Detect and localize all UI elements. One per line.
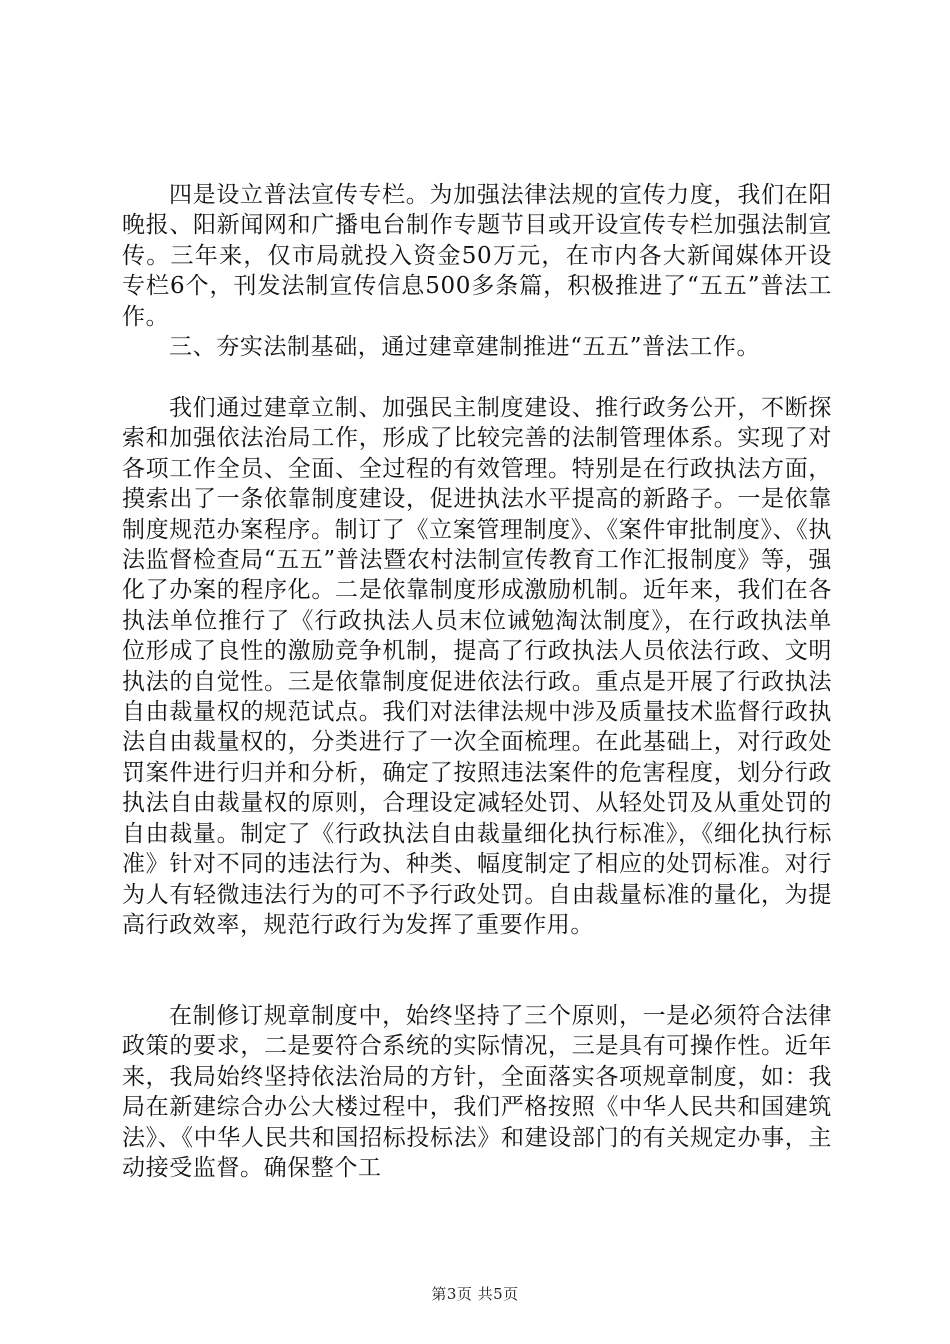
paragraph-three-principles: 在制修订规章制度中，始终坚持了三个原则，一是必须符合法律政策的要求，二是要符合系统的实际情况，三是具有可操作性。近年来，我局始终坚持依法治局的方针，全面落实各项规章制度，如：我局在新建综合办公大楼过程中，我们严格按照《中华人民共和国建筑法》、《中华人民共和国招标投标法》和建设部门的有关规定办事，主动接受监督。确保整个工: [122, 1003, 832, 1182]
page-footer: 第3页 共5页: [431, 1285, 519, 1303]
section-heading-legal-foundation: 三、夯实法制基础，通过建章建制推进“五五”普法工作。: [169, 334, 761, 360]
paragraph-promotion-column: 四是设立普法宣传专栏。为加强法律法规的宣传力度，我们在阳晚报、阳新闻网和广播电台制作专题节目或开设宣传专栏加强法制宣传。三年来，仅市局就投入资金50万元，在市内各大新闻媒体开设专栏6个，刊发法制宣传信息500多条篇，积极推进了“五五”普法工作。: [122, 182, 832, 330]
paragraph-rule-building: 我们通过建章立制、加强民主制度建设、推行政务公开，不断探索和加强依法治局工作，形成了比较完善的法制管理体系。实现了对各项工作全员、全面、全过程的有效管理。特别是在行政执法方面，摸索出了一条依靠制度建设，促进执法水平提高的新路子。一是依靠制度规范办案程序。制订了《立案管理制度》、《案件审批制度》、《执法监督检查局“五五”普法暨农村法制宣传教育工作汇报制度》等，强化了办案的程序化。二是依靠制度形成激励机制。近年来，我们在各执法单位推行了《行政执法人员末位诫勉淘汰制度》，在行政执法单位形成了良性的激励竞争机制，提高了行政执法人员依法行政、文明执法的自觉性。三是依靠制度促进依法行政。重点是开展了行政执法自由裁量权的规范试点。我们对法律法规中涉及质量技术监督行政执法自由裁量权的，分类进行了一次全面梳理。在此基础上，对行政处罚案件进行归并和分析，确定了按照违法案件的危害程度，划分行政执法自由裁量权的原则，合理设定减轻处罚、从轻处罚及从重处罚的自由裁量。制定了《行政执法自由裁量细化执行标准》，《细化执行标准》针对不同的违法行为、种类、幅度制定了相应的处罚标准。对行为人有轻微违法行为的可不予行政处罚。自由裁量标准的量化，为提高行政效率，规范行政行为发挥了重要作用。: [122, 395, 832, 938]
